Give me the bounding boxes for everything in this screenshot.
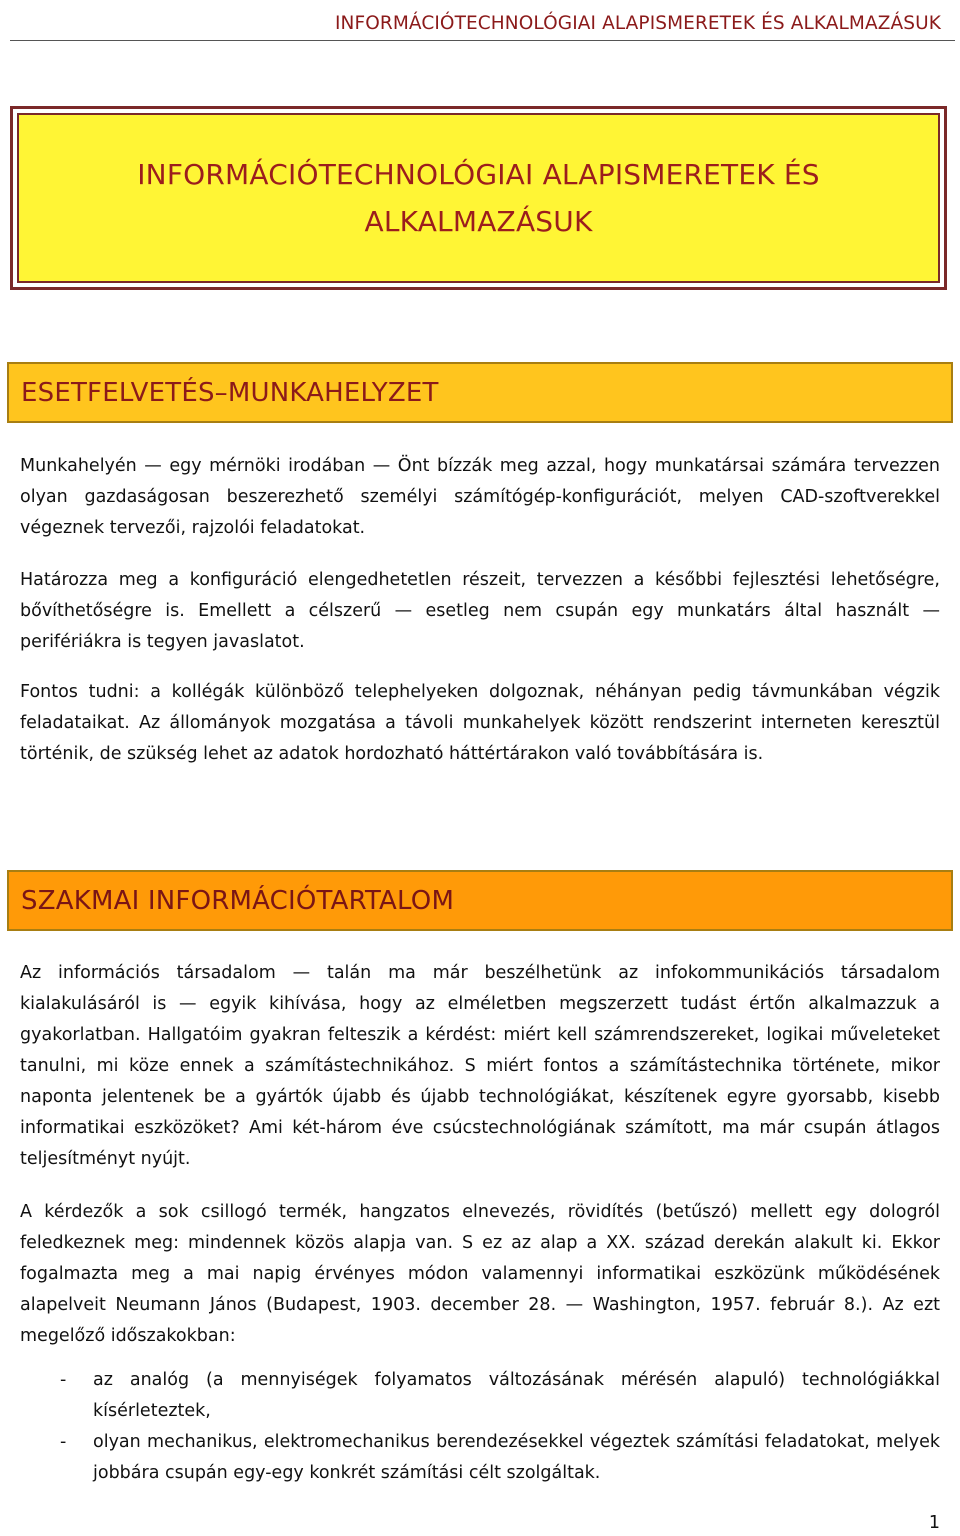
page-number: 1: [928, 1513, 940, 1533]
header-divider: [10, 40, 955, 41]
section-heading-bar: [7, 362, 953, 423]
paragraph: Az információs társadalom — talán ma már beszélhetünk az infokommunikációs társadalom kialakulásáról is — egyik kihívása, hogy az elméletben megszerzett tudást értőn alkalmazzuk a gyakorlatban. Hallgatóim gyakran felteszik a kérdést: miért kell számrendszereket, logikai műveleteket tanulni, mi köze ennek a számítástechnikához. S miért fontos a számítástechnika története, mikor naponta jelentenek be a gyártók újabb és újabb technológiákat, készítenek egyre gyorsabb, kisebb informatikai eszközöket? Ami két-három éve csúcstechnológiának számított, ma már csupán átlagos teljesítményt nyújt.: [20, 963, 940, 1169]
paragraph: A kérdezők a sok csillogó termék, hangzatos elnevezés, rövidítés (betűszó) mellett egy dologról feledkeznek meg: mindennek közös alapja van. S ez az alap a XX. század derekán alakult ki. Ekkor fogalmazta meg a mai napig érvényes módon valamennyi informatikai eszközünk működésének alapelveit Neumann János (Budapest, 1903. december 28. — Washington, 1957. február 8.). Az ezt megelőző időszakokban:: [20, 1202, 940, 1346]
title-line-1: INFORMÁCIÓTECHNOLÓGIAI ALAPISMERETEK ÉS: [137, 158, 820, 191]
list-item-text: az analóg (a mennyiségek folyamatos változásának mérésén alapuló) technológiákkal kísérleteztek,: [93, 1370, 940, 1421]
list-item-text: olyan mechanikus, elektromechanikus berendezésekkel végeztek számítási feladatokat, melyek jobbára csupán egy-egy konkrét számítási célt szolgáltak.: [93, 1432, 940, 1483]
bullet-marker: -: [60, 1370, 67, 1390]
section-heading-bar: [7, 870, 953, 931]
title-box: [10, 106, 947, 290]
title-panel: [17, 113, 940, 283]
paragraph: Fontos tudni: a kollégák különböző telephelyeken dolgoznak, néhányan pedig távmunkában végzik feladataikat. Az állományok mozgatása a távoli munkahelyek között rendszerint interneten keresztül történik, de szükség lehet az adatok hordozható háttértárakon való továbbítására is.: [20, 682, 940, 764]
paragraph: Határozza meg a konfiguráció elengedhetetlen részeit, tervezzen a későbbi fejlesztési lehetőségre, bővíthetőségre is. Emellett a célszerű — esetleg nem csupán egy munkatárs által használt — perifériákra is tegyen javaslatot.: [20, 570, 940, 652]
list-item: [20, 1427, 940, 1489]
running-header: INFORMÁCIÓTECHNOLÓGIAI ALAPISMERETEK ÉS ALKALMAZÁSUK: [335, 13, 941, 34]
bullet-list: [20, 1365, 940, 1489]
bullet-marker: -: [60, 1432, 67, 1452]
paragraph: Munkahelyén — egy mérnöki irodában — Önt bízzák meg azzal, hogy munkatársai számára tervezzen olyan gazdaságosan beszerezhető személyi számítógép-konfigurációt, melyen CAD-szoftverekkel végeznek tervezői, rajzolói feladatokat.: [20, 456, 940, 538]
section-heading: SZAKMAI INFORMÁCIÓTARTALOM: [21, 885, 455, 916]
title-line-2: ALKALMAZÁSUK: [364, 205, 593, 238]
list-item: [20, 1365, 940, 1427]
section-heading: ESETFELVETÉS–MUNKAHELYZET: [21, 377, 439, 408]
